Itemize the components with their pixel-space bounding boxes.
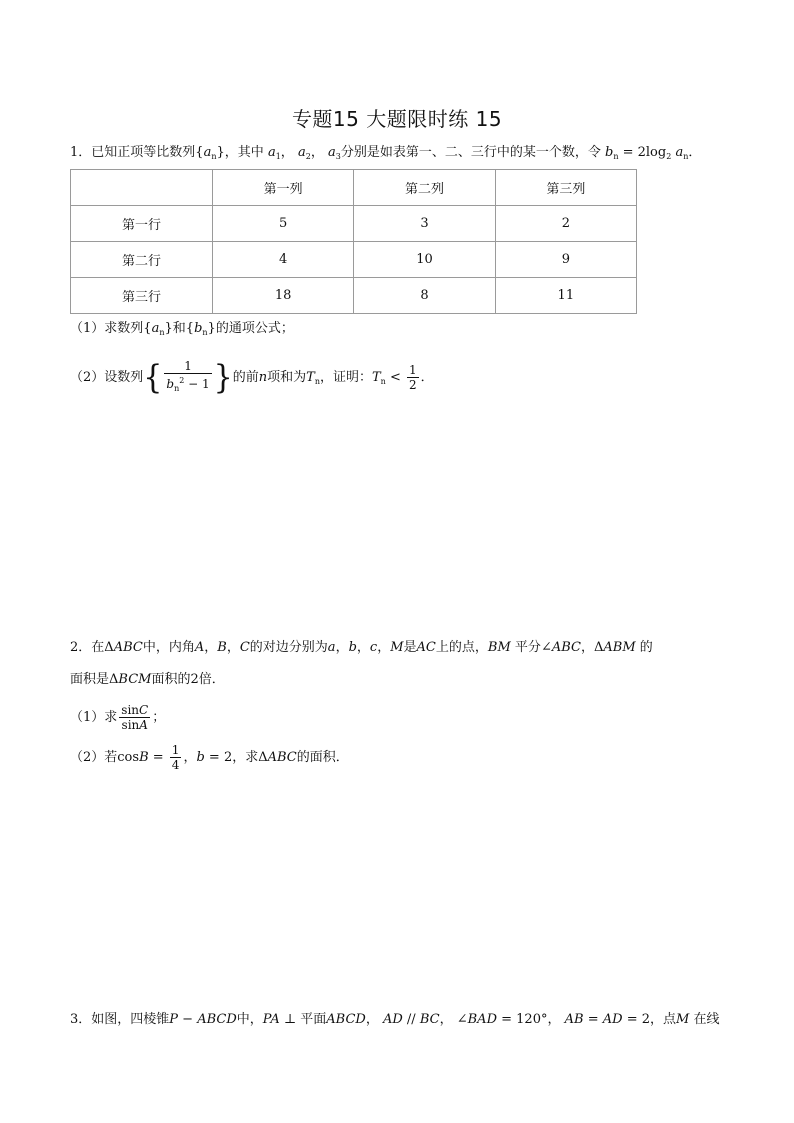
q2-stem-line2: 面积是ΔBCM面积的2倍． <box>70 672 225 687</box>
q2-text: ， <box>226 640 240 655</box>
q2-part2: （2）若cosB = $\frac{1}{4}$ ，b = 2，求ΔABC的面积． <box>70 743 349 772</box>
q2-text: 中，内角 <box>142 640 195 655</box>
q2-part2-text: 的面积． <box>296 750 349 765</box>
q2-text: ， <box>356 640 370 655</box>
q1-sequence-a: $\{a_n\}$ <box>195 145 225 161</box>
q2-text: 的对边分别为 <box>249 640 328 655</box>
q1-fraction: $\frac{1}{b_n^2 - 1}$ <box>166 359 210 393</box>
q3-text: 在线 <box>693 1012 720 1027</box>
table-cell: 第一行 <box>71 206 213 242</box>
table-row <box>71 242 637 278</box>
q1-end: ． <box>688 145 702 160</box>
q1-sep: ， <box>280 145 294 160</box>
table-row <box>71 206 637 242</box>
q2-text: ， <box>335 640 349 655</box>
q2-text: ， <box>377 640 391 655</box>
q3-text: 中， <box>236 1012 263 1027</box>
q3-text: 平面 <box>300 1012 327 1027</box>
q2-text: 上的点， <box>435 640 488 655</box>
table-cell: 2 <box>495 206 636 242</box>
q1-table <box>70 169 637 314</box>
q2-part1-text: （1）求 <box>70 710 118 725</box>
table-header-cell: 第三列 <box>495 170 636 206</box>
left-brace: { <box>143 357 163 397</box>
table-header-cell: 第二列 <box>354 170 495 206</box>
q2-text: 倍． <box>198 672 225 687</box>
q2-number: 2． <box>70 640 92 655</box>
q2-stem-line1: 2．在ΔABC中，内角A，B，C的对边分别为a，b，c，M是AC上的点，BM 平分∠ABC，ΔABM 的 <box>70 640 653 655</box>
quarter-fraction: $\frac{1}{4}$ <box>171 743 180 772</box>
q1-text: 分别是如表第一、二、三行中的某一个数，令 <box>340 145 601 160</box>
table-header-cell <box>71 170 213 206</box>
right-brace: } <box>213 357 233 397</box>
q3-text: ， <box>365 1012 379 1027</box>
sin-ratio-fraction: $\frac{\sin C}{\sin A}$ <box>121 703 149 732</box>
q1-part2-text: ，证明： <box>319 370 372 385</box>
table-header-row <box>71 170 637 206</box>
q2-text: 的 <box>639 640 653 655</box>
q1-part2: （2）设数列{ $\frac{1}{b_n^2 - 1}$ }的前n项和为$T_n$，证明：$T_n$ < $\frac{1}{2}$ ． <box>70 357 434 397</box>
q1-part2-text: 项和为 <box>267 370 307 385</box>
q3-text: ， <box>439 1012 453 1027</box>
table-row <box>71 278 637 314</box>
q1-part2-text: （2）设数列 <box>70 370 144 385</box>
q3-stem: 3．如图，四棱锥P − ABCD中，PA ⊥ 平面ABCD， AD // BC， ∠BAD = 120°， AB = AD = 2，点M 在线 <box>70 1012 720 1027</box>
table-cell: 8 <box>354 278 495 314</box>
table-cell: 18 <box>213 278 354 314</box>
q1-part1-text: （1）求数列 <box>70 321 144 336</box>
q2-text: ， <box>580 640 594 655</box>
table-cell: 4 <box>213 242 354 278</box>
q2-part1-text: ； <box>152 710 166 725</box>
q2-text: 在 <box>91 640 105 655</box>
q3-number: 3． <box>70 1012 92 1027</box>
table-cell: 5 <box>213 206 354 242</box>
q2-text: 面积是 <box>70 672 110 687</box>
table-cell: 10 <box>354 242 495 278</box>
q2-part2-text: ，求 <box>232 750 259 765</box>
q2-text: 是 <box>403 640 417 655</box>
q1-number: 1． <box>70 145 92 160</box>
q1-part2-text: ． <box>420 370 434 385</box>
q2-part2-text: ， <box>183 750 197 765</box>
q1-part1-text: 和 <box>172 321 186 336</box>
q1-sep: ， <box>310 145 324 160</box>
q3-text: ， <box>547 1012 561 1027</box>
q2-part1 <box>70 700 165 736</box>
q1-text: ，其中 <box>224 145 264 160</box>
q3-text: ，点 <box>650 1012 677 1027</box>
q2-text: ， <box>204 640 218 655</box>
table-cell: 9 <box>495 242 636 278</box>
q1-text: 已知正项等比数列 <box>91 145 196 160</box>
q1-part1: （1）求数列$\{a_n\}$和$\{b_n\}$的通项公式； <box>70 321 294 337</box>
q2-part2-text: （2）若 <box>70 750 118 765</box>
page-title: 专题15 大题限时练 15 <box>291 107 503 131</box>
q3-text: 如图，四棱锥 <box>91 1012 170 1027</box>
table-header-cell: 第一列 <box>213 170 354 206</box>
q2-text: 平分 <box>514 640 541 655</box>
table-cell: 第三行 <box>71 278 213 314</box>
half-fraction: $\frac{1}{2}$ <box>408 363 417 392</box>
q1-stem: 1．已知正项等比数列$\{a_n\}$，其中 $a_1$， $a_2$， $a_3$分别是如表第一、二、三行中的某一个数，令 $b_n = 2\log_2$ $a_n$． <box>70 145 702 161</box>
table-cell: 11 <box>495 278 636 314</box>
table-cell: 第二行 <box>71 242 213 278</box>
q2-text: 面积的 <box>151 672 191 687</box>
table-cell: 3 <box>354 206 495 242</box>
q1-bn-formula: $b_n = 2\log_2$ $a_n$ <box>604 145 689 161</box>
q1-part2-text: 的前 <box>232 370 259 385</box>
q1-part1-text: 的通项公式； <box>215 321 294 336</box>
